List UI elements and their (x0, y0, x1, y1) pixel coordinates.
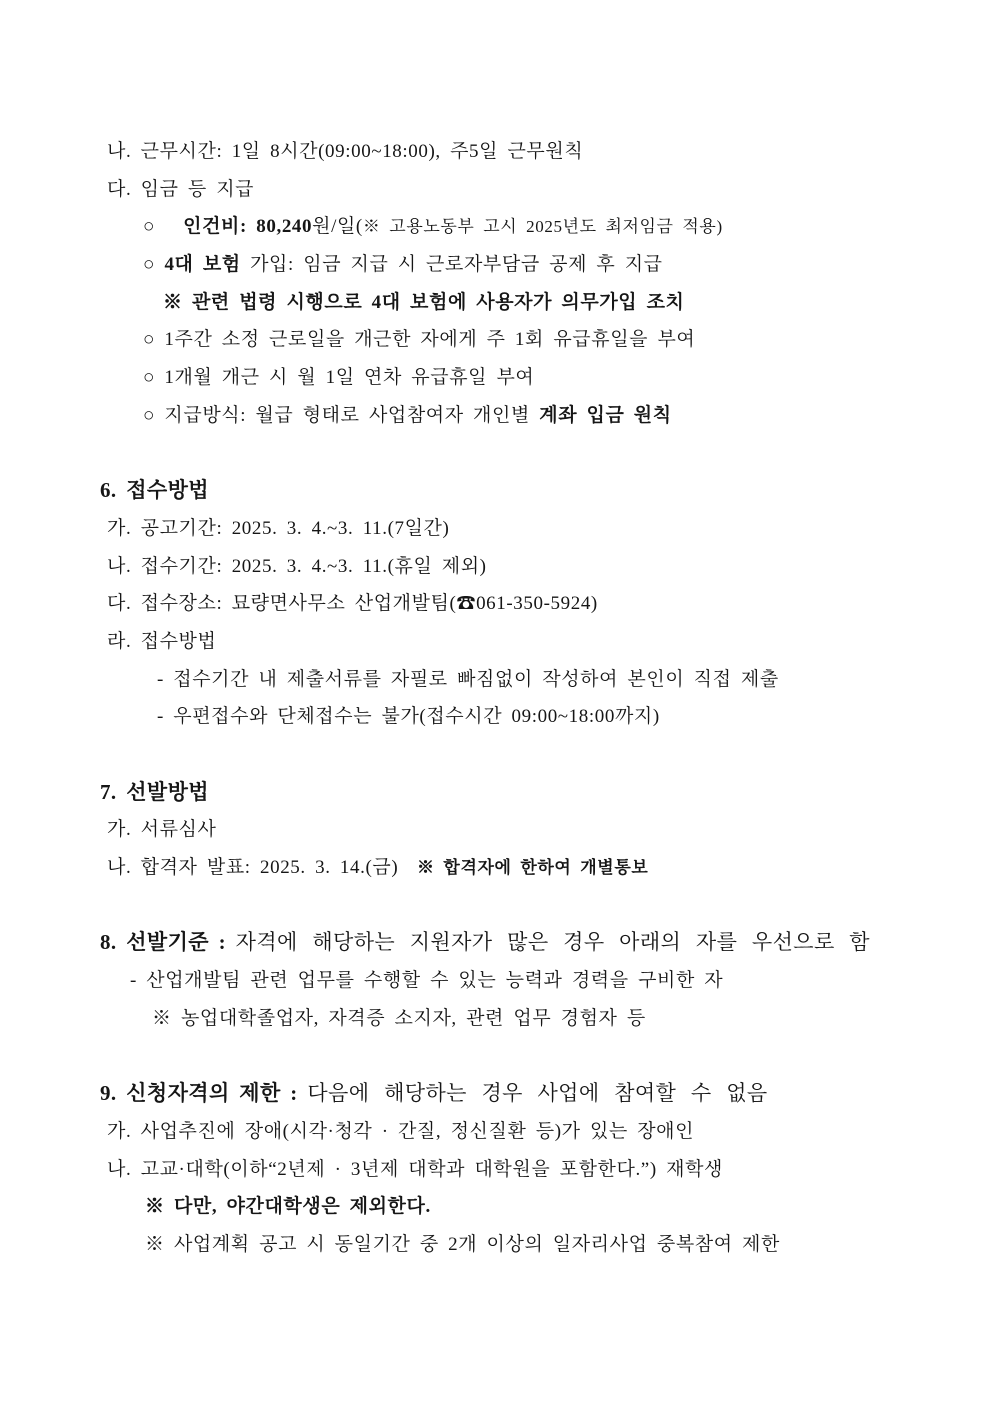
text-segment: 나. 합격자 발표: 2025. 3. 14.(금) (107, 857, 417, 879)
text-segment: 6. 접수방법 (100, 478, 209, 503)
line-document-screening (0, 811, 992, 849)
text-segment: 나. 근무시간: 1일 8시간(09:00~18:00), 주5일 근무원칙 (107, 141, 584, 162)
line-work-hours (0, 133, 992, 171)
text-segment: 다. 임금 등 지급 (107, 178, 255, 200)
line-result-announcement (0, 849, 992, 887)
text-segment: 7. 선발방법 (100, 779, 209, 804)
text-segment: 라. 접수방법 (107, 630, 217, 652)
line-no-mail-or-group (0, 698, 992, 736)
line-duplicate-participation (0, 1226, 992, 1264)
section-heading-6 (0, 472, 992, 510)
text-segment: ○ 1개월 개근 시 월 1일 연차 유급휴일 부여 (143, 367, 535, 389)
line-four-insurances (0, 246, 992, 284)
text-segment: 가. 공고기간: 2025. 3. 4.~3. 11.(7일간) (107, 517, 450, 539)
text-segment: 가. 서류심사 (107, 819, 217, 841)
line-notice-period (0, 510, 992, 548)
text-segment: 8. 선발기준 : (100, 930, 236, 955)
text-segment: 나. 접수기간: 2025. 3. 4.~3. 11.(휴일 제외) (107, 555, 487, 577)
line-disability-restriction (0, 1113, 992, 1151)
line-application-period (0, 548, 992, 586)
section-heading-9 (0, 1075, 992, 1113)
line-payment-method (0, 397, 992, 435)
line-weekly-paid-holiday (0, 321, 992, 359)
text-segment: 4대 보험 (164, 254, 241, 276)
text-segment: 나. 고교·대학(이하“2년제 · 3년제 대학과 대학원을 포함한다.”) 재학생 (107, 1158, 723, 1180)
text-segment: 9. 신청자격의 제한 : (100, 1081, 308, 1106)
line-night-student-exception (0, 1188, 992, 1226)
text-segment: ※ 합격자에 한하여 개별통보 (416, 858, 649, 878)
text-segment: ○ (143, 254, 165, 276)
section-heading-8 (0, 924, 992, 962)
text-segment: ※ 사업계획 공고 시 동일기간 중 2개 이상의 일자리사업 중복참여 제한 (145, 1233, 780, 1255)
line-mandatory-enrollment-note (0, 284, 992, 322)
text-segment: 인건비: 80,240 (183, 216, 313, 238)
line-student-restriction (0, 1151, 992, 1189)
text-segment: - 산업개발팀 관련 업무를 수행할 수 있는 능력과 경력을 구비한 자 (130, 970, 724, 992)
text-segment: ※ 관련 법령 시행으로 4대 보험에 사용자가 의무가입 조치 (163, 291, 685, 313)
line-submit-in-person (0, 661, 992, 699)
text-segment: - 우편접수와 단체접수는 불가(접수시간 09:00~18:00까지) (157, 706, 660, 728)
text-segment: - 접수기간 내 제출서류를 자필로 빠짐없이 작성하여 본인이 직접 제출 (157, 668, 779, 690)
text-segment: 가입: 임금 지급 시 근로자부담금 공제 후 지급 (240, 254, 663, 276)
text-segment: ※ 고용노동부 고시 2025년도 최저임금 적용) (362, 217, 723, 237)
text-segment: 가. 사업추진에 장애(시각·청각 · 간질, 정신질환 등)가 있는 장애인 (107, 1120, 695, 1142)
text-segment: 원/일( (312, 216, 363, 238)
line-wage-heading (0, 171, 992, 209)
text-segment: ○ 지급방식: 월급 형태로 사업참여자 개인별 (143, 404, 540, 426)
text-segment: 다. 접수장소: 묘량면사무소 산업개발팀(☎061-350-5924) (107, 593, 598, 615)
line-application-method-heading (0, 623, 992, 661)
line-monthly-paid-leave (0, 359, 992, 397)
text-segment: 자격에 해당하는 지원자가 많은 경우 아래의 자를 우선으로 함 (235, 930, 870, 955)
text-segment: 다음에 해당하는 경우 사업에 참여할 수 없음 (307, 1081, 768, 1106)
line-criteria-examples (0, 1000, 992, 1038)
line-labor-cost (0, 208, 992, 246)
text-segment: ○ 1주간 소정 근로일을 개근한 자에게 주 1회 유급휴일을 부여 (143, 329, 696, 351)
section-heading-7 (0, 774, 992, 812)
line-capability-criteria (0, 962, 992, 1000)
text-segment: ※ 농업대학졸업자, 자격증 소지자, 관련 업무 경험자 등 (152, 1007, 646, 1029)
text-segment: ○ (143, 216, 184, 238)
text-segment: ※ 다만, 야간대학생은 제외한다. (145, 1196, 431, 1218)
line-application-place (0, 585, 992, 623)
text-segment: 계좌 입금 원칙 (539, 404, 672, 426)
